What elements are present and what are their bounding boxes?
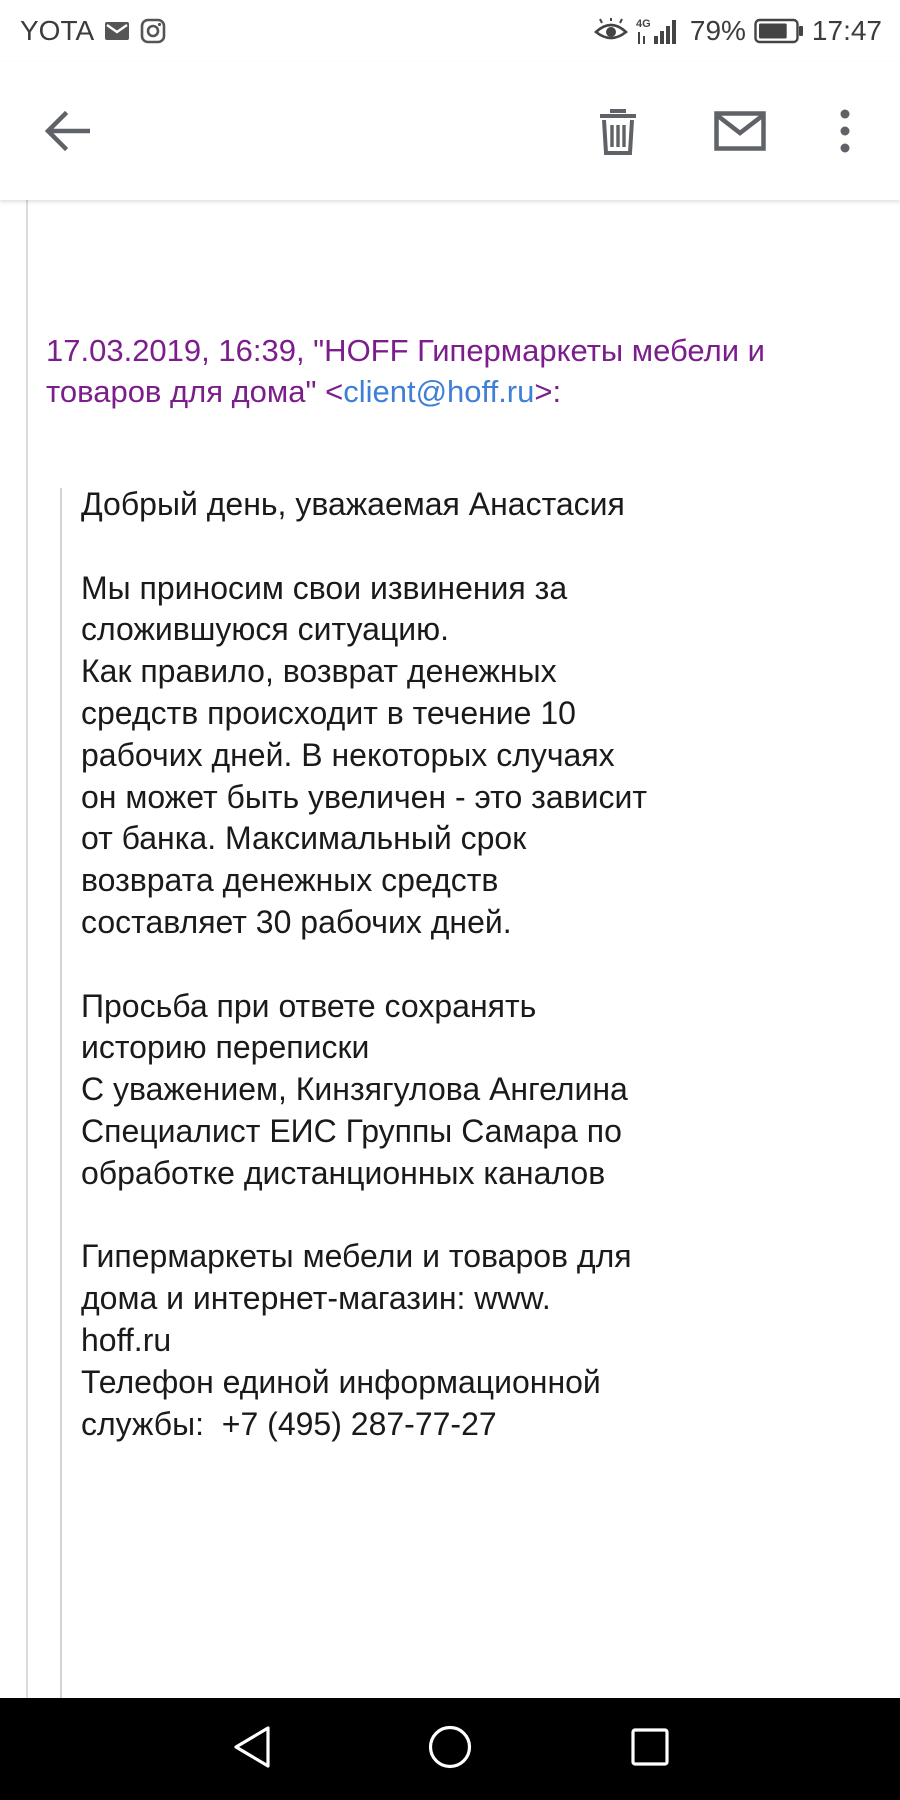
nav-back-button[interactable] xyxy=(222,1722,282,1776)
nav-recents-button[interactable] xyxy=(620,1722,680,1776)
quoted-header xyxy=(46,330,866,412)
quoted-header-suffix: >: xyxy=(534,374,562,409)
mail-notification-icon xyxy=(104,20,130,42)
app-bar xyxy=(0,62,900,200)
svg-text:4G: 4G xyxy=(635,18,651,30)
signal-icon xyxy=(636,16,682,46)
quote-bar xyxy=(60,488,62,1698)
status-bar xyxy=(0,0,900,62)
quoted-header-prefix: 17.03.2019, 16:39, "HOFF Гипермаркеты мебели и товаров для дома" < xyxy=(46,333,765,409)
back-button[interactable] xyxy=(32,98,102,168)
battery-percent: 79% xyxy=(689,15,746,46)
sender-email-link[interactable]: client@hoff.ru xyxy=(343,374,535,409)
thread-rail xyxy=(26,200,28,1698)
more-options-button[interactable] xyxy=(818,98,872,168)
status-right xyxy=(594,15,882,47)
email-content xyxy=(0,200,900,1698)
delete-button[interactable] xyxy=(583,98,653,168)
navigation-bar xyxy=(0,1698,900,1800)
nav-back-icon xyxy=(232,1725,272,1774)
nav-home-button[interactable] xyxy=(420,1722,480,1776)
back-arrow-icon xyxy=(44,110,90,157)
instagram-icon xyxy=(140,18,166,44)
mail-icon xyxy=(714,111,766,156)
carrier-label: YOTA xyxy=(20,15,95,46)
mark-unread-button[interactable] xyxy=(703,98,777,168)
clock: 17:47 xyxy=(811,15,882,46)
nav-recents-icon xyxy=(630,1727,670,1772)
email-body: Добрый день, уважаемая Анастасия Мы приносим свои извинения за сложившуюся ситуацию. Как правило, возврат денежных средств происходит в течение 10 рабочих дней. В некоторых случаях он может быть увеличен - это зависит от банка. Максимальный срок возврата денежных средств составляет 30 рабочих дней. Просьба при ответе сохранять историю переписки С уважением, Кинзягулова Ангелина Специалист ЕИС Группы Самара по обработке дистанционных каналов Гипермаркеты мебели и товаров для дома и интернет-магазин: www. hoff.ru Телефон единой информационной службы: +7 (495) 287-77-27 xyxy=(81,486,648,1442)
eye-comfort-icon xyxy=(594,18,628,44)
status-left xyxy=(20,15,166,47)
trash-icon xyxy=(598,107,638,160)
nav-home-icon xyxy=(428,1725,472,1774)
battery-icon xyxy=(754,18,804,44)
more-vert-icon xyxy=(838,109,852,158)
